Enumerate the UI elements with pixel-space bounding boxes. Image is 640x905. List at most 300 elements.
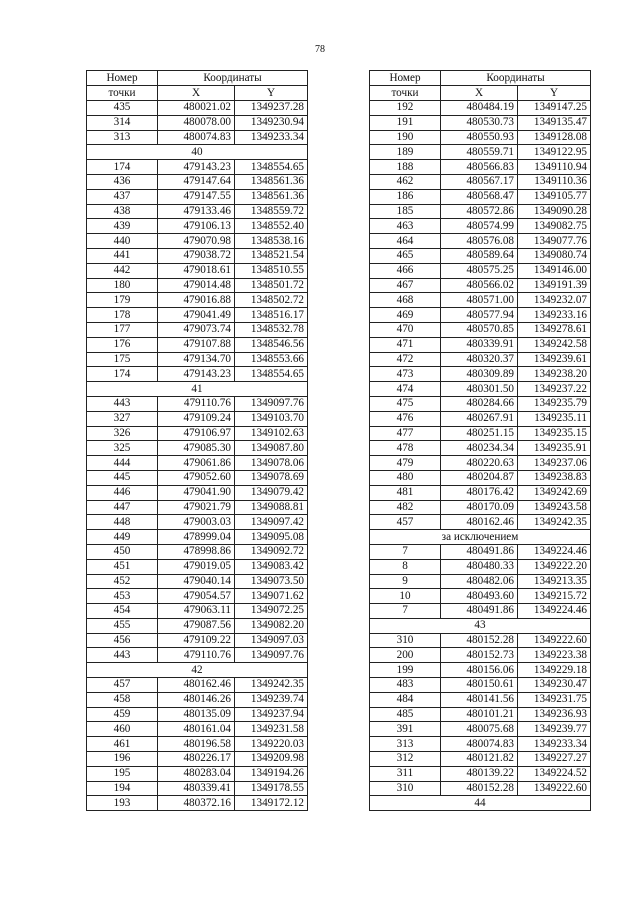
x-coordinate-cell: 479054.57	[158, 589, 235, 604]
y-coordinate-cell: 1349237.06	[518, 456, 591, 471]
table-row	[87, 278, 308, 293]
x-coordinate-cell: 479014.48	[158, 278, 235, 293]
point-number-cell: 178	[87, 308, 158, 323]
table-row	[87, 559, 308, 574]
y-coordinate-cell: 1349209.98	[235, 752, 308, 767]
table-row	[87, 160, 308, 175]
table-row	[87, 308, 308, 323]
y-coordinate-cell: 1349242.35	[235, 678, 308, 693]
table-row	[87, 692, 308, 707]
x-coordinate-cell: 479106.97	[158, 426, 235, 441]
point-number-cell: 179	[87, 293, 158, 308]
y-coordinate-cell: 1349224.46	[518, 544, 591, 559]
x-coordinate-cell: 480309.89	[441, 367, 518, 382]
y-coordinate-cell: 1348521.54	[235, 248, 308, 263]
y-coordinate-cell: 1348502.72	[235, 293, 308, 308]
table-row	[370, 737, 591, 752]
point-number-cell: 484	[370, 692, 441, 707]
point-number-cell: 460	[87, 722, 158, 737]
x-coordinate-cell: 478998.86	[158, 544, 235, 559]
table-row	[87, 293, 308, 308]
y-coordinate-cell: 1349095.08	[235, 530, 308, 545]
point-number-cell: 176	[87, 337, 158, 352]
y-coordinate-cell: 1349110.36	[518, 174, 591, 189]
table-row	[370, 707, 591, 722]
y-coordinate-cell: 1349110.94	[518, 160, 591, 175]
x-coordinate-cell: 479063.11	[158, 604, 235, 619]
table-row	[370, 678, 591, 693]
point-number-cell: 481	[370, 485, 441, 500]
x-coordinate-cell: 479143.23	[158, 160, 235, 175]
y-coordinate-cell: 1349082.75	[518, 219, 591, 234]
y-coordinate-cell: 1349223.38	[518, 648, 591, 663]
header-points: точки	[370, 86, 441, 101]
x-coordinate-cell: 479147.64	[158, 174, 235, 189]
table-row	[370, 485, 591, 500]
x-coordinate-cell: 480234.34	[441, 441, 518, 456]
y-coordinate-cell: 1349072.25	[235, 604, 308, 619]
table-row	[370, 648, 591, 663]
y-coordinate-cell: 1348559.72	[235, 204, 308, 219]
x-coordinate-cell: 479061.86	[158, 456, 235, 471]
point-number-cell: 454	[87, 604, 158, 619]
table-row	[370, 382, 591, 397]
section-row	[87, 145, 308, 160]
table-row	[87, 766, 308, 781]
x-coordinate-cell: 480121.82	[441, 752, 518, 767]
x-coordinate-cell: 479038.72	[158, 248, 235, 263]
table-row	[370, 441, 591, 456]
y-coordinate-cell: 1349080.74	[518, 248, 591, 263]
x-coordinate-cell: 480320.37	[441, 352, 518, 367]
y-coordinate-cell: 1349097.76	[235, 396, 308, 411]
y-coordinate-cell: 1349071.62	[235, 589, 308, 604]
table-row	[370, 308, 591, 323]
x-coordinate-cell: 480572.86	[441, 204, 518, 219]
x-coordinate-cell: 480570.85	[441, 322, 518, 337]
y-coordinate-cell: 1349083.42	[235, 559, 308, 574]
table-row	[87, 174, 308, 189]
point-number-cell: 189	[370, 145, 441, 160]
x-coordinate-cell: 480141.56	[441, 692, 518, 707]
table-row	[87, 737, 308, 752]
table-row	[87, 219, 308, 234]
x-coordinate-cell: 480372.16	[158, 796, 235, 811]
point-number-cell: 326	[87, 426, 158, 441]
point-number-cell: 193	[87, 796, 158, 811]
x-coordinate-cell: 480567.17	[441, 174, 518, 189]
section-label: 44	[370, 796, 591, 811]
table-row	[370, 722, 591, 737]
y-coordinate-cell: 1349237.22	[518, 382, 591, 397]
table-row	[370, 426, 591, 441]
y-coordinate-cell: 1349230.94	[235, 115, 308, 130]
y-coordinate-cell: 1349236.93	[518, 707, 591, 722]
table-row	[370, 322, 591, 337]
point-number-cell: 471	[370, 337, 441, 352]
point-number-cell: 469	[370, 308, 441, 323]
x-coordinate-cell: 479109.24	[158, 411, 235, 426]
y-coordinate-cell: 1349090.28	[518, 204, 591, 219]
y-coordinate-cell: 1349237.94	[235, 707, 308, 722]
y-coordinate-cell: 1349222.60	[518, 633, 591, 648]
table-row	[370, 574, 591, 589]
y-coordinate-cell: 1349135.47	[518, 115, 591, 130]
point-number-cell: 459	[87, 707, 158, 722]
section-label: 40	[87, 145, 308, 160]
point-number-cell: 443	[87, 396, 158, 411]
y-coordinate-cell: 1349237.28	[235, 101, 308, 116]
x-coordinate-cell: 480152.73	[441, 648, 518, 663]
point-number-cell: 466	[370, 263, 441, 278]
y-coordinate-cell: 1348516.17	[235, 308, 308, 323]
x-coordinate-cell: 480559.71	[441, 145, 518, 160]
x-coordinate-cell: 480484.19	[441, 101, 518, 116]
point-number-cell: 327	[87, 411, 158, 426]
point-number-cell: 310	[370, 633, 441, 648]
point-number-cell: 7	[370, 604, 441, 619]
y-coordinate-cell: 1349097.42	[235, 515, 308, 530]
point-number-cell: 180	[87, 278, 158, 293]
y-coordinate-cell: 1349122.95	[518, 145, 591, 160]
point-number-cell: 437	[87, 189, 158, 204]
y-coordinate-cell: 1349191.39	[518, 278, 591, 293]
y-coordinate-cell: 1349238.83	[518, 470, 591, 485]
point-number-cell: 485	[370, 707, 441, 722]
x-coordinate-cell: 479016.88	[158, 293, 235, 308]
point-number-cell: 447	[87, 500, 158, 515]
point-number-cell: 325	[87, 441, 158, 456]
x-coordinate-cell: 480150.61	[441, 678, 518, 693]
x-coordinate-cell: 480162.46	[158, 678, 235, 693]
y-coordinate-cell: 1349242.58	[518, 337, 591, 352]
table-row	[87, 544, 308, 559]
table-row	[370, 101, 591, 116]
y-coordinate-cell: 1349220.03	[235, 737, 308, 752]
y-coordinate-cell: 1349102.63	[235, 426, 308, 441]
x-coordinate-cell: 480135.09	[158, 707, 235, 722]
point-number-cell: 464	[370, 234, 441, 249]
table-row	[370, 752, 591, 767]
point-number-cell: 438	[87, 204, 158, 219]
table-row	[370, 663, 591, 678]
point-number-cell: 472	[370, 352, 441, 367]
x-coordinate-cell: 479073.74	[158, 322, 235, 337]
x-coordinate-cell: 480204.87	[441, 470, 518, 485]
table-row	[370, 219, 591, 234]
x-coordinate-cell: 480566.02	[441, 278, 518, 293]
table-row	[87, 101, 308, 116]
y-coordinate-cell: 1348561.36	[235, 174, 308, 189]
point-number-cell: 312	[370, 752, 441, 767]
table-row	[370, 456, 591, 471]
x-coordinate-cell: 480574.99	[441, 219, 518, 234]
x-coordinate-cell: 480074.83	[441, 737, 518, 752]
x-coordinate-cell: 480339.41	[158, 781, 235, 796]
table-row	[370, 604, 591, 619]
table-row	[370, 396, 591, 411]
table-row	[87, 485, 308, 500]
x-coordinate-cell: 480589.64	[441, 248, 518, 263]
y-coordinate-cell: 1349147.25	[518, 101, 591, 116]
point-number-cell: 313	[370, 737, 441, 752]
point-number-cell: 177	[87, 322, 158, 337]
y-coordinate-cell: 1349128.08	[518, 130, 591, 145]
table-header	[370, 71, 591, 101]
x-coordinate-cell: 480251.15	[441, 426, 518, 441]
y-coordinate-cell: 1349233.16	[518, 308, 591, 323]
x-coordinate-cell: 480267.91	[441, 411, 518, 426]
x-coordinate-cell: 480571.00	[441, 293, 518, 308]
table-row	[370, 633, 591, 648]
point-number-cell: 186	[370, 189, 441, 204]
x-coordinate-cell: 480162.46	[441, 515, 518, 530]
x-coordinate-cell: 479110.76	[158, 396, 235, 411]
point-number-cell: 190	[370, 130, 441, 145]
point-number-cell: 483	[370, 678, 441, 693]
table-row	[87, 204, 308, 219]
section-row	[87, 382, 308, 397]
x-coordinate-cell: 480577.94	[441, 308, 518, 323]
y-coordinate-cell: 1349077.76	[518, 234, 591, 249]
x-coordinate-cell: 480566.83	[441, 160, 518, 175]
point-number-cell: 480	[370, 470, 441, 485]
x-coordinate-cell: 480339.91	[441, 337, 518, 352]
table-row	[370, 559, 591, 574]
table-row	[87, 367, 308, 382]
x-coordinate-cell: 479021.79	[158, 500, 235, 515]
point-number-cell: 455	[87, 618, 158, 633]
y-coordinate-cell: 1348552.40	[235, 219, 308, 234]
point-number-cell: 452	[87, 574, 158, 589]
table-row	[370, 411, 591, 426]
y-coordinate-cell: 1349231.58	[235, 722, 308, 737]
x-coordinate-cell: 480301.50	[441, 382, 518, 397]
header-x: X	[158, 86, 235, 101]
x-coordinate-cell: 480283.04	[158, 766, 235, 781]
y-coordinate-cell: 1348554.65	[235, 160, 308, 175]
table-body	[87, 101, 308, 811]
y-coordinate-cell: 1349235.11	[518, 411, 591, 426]
table-row	[87, 396, 308, 411]
table-row	[370, 500, 591, 515]
table-row	[87, 337, 308, 352]
table-row	[87, 130, 308, 145]
point-number-cell: 192	[370, 101, 441, 116]
table-row	[370, 248, 591, 263]
point-number-cell: 442	[87, 263, 158, 278]
x-coordinate-cell: 479107.88	[158, 337, 235, 352]
point-number-cell: 470	[370, 322, 441, 337]
y-coordinate-cell: 1348554.65	[235, 367, 308, 382]
point-number-cell: 200	[370, 648, 441, 663]
x-coordinate-cell: 480575.25	[441, 263, 518, 278]
y-coordinate-cell: 1349231.75	[518, 692, 591, 707]
y-coordinate-cell: 1349079.42	[235, 485, 308, 500]
table-row	[87, 352, 308, 367]
table-row	[87, 234, 308, 249]
table-row	[87, 752, 308, 767]
point-number-cell: 449	[87, 530, 158, 545]
y-coordinate-cell: 1349088.81	[235, 500, 308, 515]
table-row	[370, 589, 591, 604]
table-header	[87, 71, 308, 101]
y-coordinate-cell: 1349213.35	[518, 574, 591, 589]
header-points: точки	[87, 86, 158, 101]
table-row	[87, 707, 308, 722]
table-row	[87, 574, 308, 589]
point-number-cell: 458	[87, 692, 158, 707]
table-row	[87, 263, 308, 278]
x-coordinate-cell: 480021.02	[158, 101, 235, 116]
x-coordinate-cell: 480152.28	[441, 781, 518, 796]
table-row	[370, 470, 591, 485]
y-coordinate-cell: 1349194.26	[235, 766, 308, 781]
point-number-cell: 194	[87, 781, 158, 796]
table-row	[370, 234, 591, 249]
x-coordinate-cell: 479087.56	[158, 618, 235, 633]
y-coordinate-cell: 1348532.78	[235, 322, 308, 337]
y-coordinate-cell: 1349224.46	[518, 604, 591, 619]
point-number-cell: 443	[87, 648, 158, 663]
y-coordinate-cell: 1349242.35	[518, 515, 591, 530]
y-coordinate-cell: 1349242.69	[518, 485, 591, 500]
y-coordinate-cell: 1349230.47	[518, 678, 591, 693]
y-coordinate-cell: 1349103.70	[235, 411, 308, 426]
table-row	[87, 115, 308, 130]
header-coordinates: Координаты	[441, 71, 591, 86]
x-coordinate-cell: 480075.68	[441, 722, 518, 737]
point-number-cell: 439	[87, 219, 158, 234]
table-row	[87, 426, 308, 441]
header-y: Y	[235, 86, 308, 101]
table-row	[87, 633, 308, 648]
y-coordinate-cell: 1349215.72	[518, 589, 591, 604]
point-number-cell: 174	[87, 367, 158, 382]
header-number: Номер	[87, 71, 158, 86]
y-coordinate-cell: 1349278.61	[518, 322, 591, 337]
table-row	[87, 470, 308, 485]
table-row	[87, 248, 308, 263]
point-number-cell: 436	[87, 174, 158, 189]
y-coordinate-cell: 1348510.55	[235, 263, 308, 278]
point-number-cell: 476	[370, 411, 441, 426]
point-number-cell: 435	[87, 101, 158, 116]
y-coordinate-cell: 1349229.18	[518, 663, 591, 678]
point-number-cell: 8	[370, 559, 441, 574]
x-coordinate-cell: 480493.60	[441, 589, 518, 604]
y-coordinate-cell: 1349087.80	[235, 441, 308, 456]
table-row	[370, 204, 591, 219]
x-coordinate-cell: 479106.13	[158, 219, 235, 234]
point-number-cell: 195	[87, 766, 158, 781]
point-number-cell: 475	[370, 396, 441, 411]
y-coordinate-cell: 1349224.52	[518, 766, 591, 781]
table-row	[87, 722, 308, 737]
point-number-cell: 175	[87, 352, 158, 367]
point-number-cell: 448	[87, 515, 158, 530]
point-number-cell: 457	[370, 515, 441, 530]
y-coordinate-cell: 1349233.34	[518, 737, 591, 752]
point-number-cell: 465	[370, 248, 441, 263]
point-number-cell: 391	[370, 722, 441, 737]
y-coordinate-cell: 1349232.07	[518, 293, 591, 308]
table-row	[370, 293, 591, 308]
table-row	[370, 766, 591, 781]
table-row	[370, 160, 591, 175]
x-coordinate-cell: 479041.90	[158, 485, 235, 500]
y-coordinate-cell: 1348501.72	[235, 278, 308, 293]
table-row	[370, 367, 591, 382]
coordinates-table-left	[86, 70, 308, 811]
x-coordinate-cell: 480078.00	[158, 115, 235, 130]
section-row	[370, 530, 591, 545]
y-coordinate-cell: 1349146.00	[518, 263, 591, 278]
point-number-cell: 185	[370, 204, 441, 219]
table-row	[87, 515, 308, 530]
point-number-cell: 467	[370, 278, 441, 293]
point-number-cell: 474	[370, 382, 441, 397]
section-label: 41	[87, 382, 308, 397]
point-number-cell: 188	[370, 160, 441, 175]
point-number-cell: 456	[87, 633, 158, 648]
y-coordinate-cell: 1349239.61	[518, 352, 591, 367]
y-coordinate-cell: 1349243.58	[518, 500, 591, 515]
point-number-cell: 311	[370, 766, 441, 781]
header-number: Номер	[370, 71, 441, 86]
point-number-cell: 478	[370, 441, 441, 456]
table-row	[370, 781, 591, 796]
y-coordinate-cell: 1349082.20	[235, 618, 308, 633]
point-number-cell: 468	[370, 293, 441, 308]
table-row	[87, 530, 308, 545]
point-number-cell: 450	[87, 544, 158, 559]
y-coordinate-cell: 1349105.77	[518, 189, 591, 204]
table-row	[370, 130, 591, 145]
x-coordinate-cell: 480156.06	[441, 663, 518, 678]
point-number-cell: 446	[87, 485, 158, 500]
y-coordinate-cell: 1349073.50	[235, 574, 308, 589]
point-number-cell: 314	[87, 115, 158, 130]
table-row	[87, 411, 308, 426]
table-row	[87, 618, 308, 633]
point-number-cell: 482	[370, 500, 441, 515]
x-coordinate-cell: 478999.04	[158, 530, 235, 545]
table-row	[370, 692, 591, 707]
y-coordinate-cell: 1349235.79	[518, 396, 591, 411]
x-coordinate-cell: 480568.47	[441, 189, 518, 204]
table-row	[87, 322, 308, 337]
y-coordinate-cell: 1349097.03	[235, 633, 308, 648]
x-coordinate-cell: 480146.26	[158, 692, 235, 707]
point-number-cell: 191	[370, 115, 441, 130]
x-coordinate-cell: 479143.23	[158, 367, 235, 382]
table-row	[370, 174, 591, 189]
y-coordinate-cell: 1348553.66	[235, 352, 308, 367]
point-number-cell: 462	[370, 174, 441, 189]
point-number-cell: 463	[370, 219, 441, 234]
point-number-cell: 199	[370, 663, 441, 678]
x-coordinate-cell: 480482.06	[441, 574, 518, 589]
x-coordinate-cell: 480576.08	[441, 234, 518, 249]
point-number-cell: 461	[87, 737, 158, 752]
x-coordinate-cell: 480196.58	[158, 737, 235, 752]
x-coordinate-cell: 479018.61	[158, 263, 235, 278]
point-number-cell: 440	[87, 234, 158, 249]
table-row	[87, 456, 308, 471]
x-coordinate-cell: 479147.55	[158, 189, 235, 204]
y-coordinate-cell: 1349078.69	[235, 470, 308, 485]
